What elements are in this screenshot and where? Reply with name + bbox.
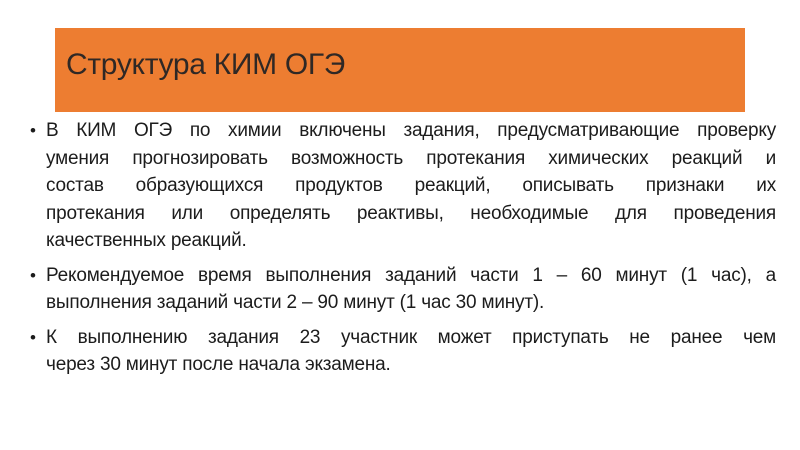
- bullet-line: протекания или определять реактивы, необходимые для проведения: [46, 202, 776, 224]
- bullet-text: [46, 324, 776, 379]
- bullet-line: Рекомендуемое время выполнения заданий части 1 – 60 минут (1 час), а: [46, 264, 776, 286]
- bullet-line: К выполнению задания 23 участник может приступать не ранее чем: [46, 326, 776, 348]
- bullet-marker-icon: •: [30, 327, 36, 347]
- bullet-item: [30, 117, 776, 255]
- bullet-line: состав образующихся продуктов реакций, описывать признаки их: [46, 175, 776, 196]
- bullet-line: В КИМ ОГЭ по химии включены задания, предусматривающие проверку: [46, 120, 776, 141]
- bullet-line: через 30 минут после начала экзамена.: [46, 354, 391, 375]
- bullet-item: [30, 262, 776, 317]
- bullet-item: [30, 324, 776, 379]
- bullet-list: [30, 117, 776, 386]
- bullet-text: [46, 117, 776, 255]
- slide-title: Структура КИМ ОГЭ: [66, 48, 346, 81]
- bullet-text: [46, 262, 776, 317]
- bullet-line: качественных реакций.: [46, 230, 247, 251]
- bullet-marker-icon: •: [30, 265, 36, 285]
- bullet-line: выполнения заданий части 2 – 90 минут (1 час 30 минут).: [46, 292, 545, 313]
- bullet-marker-icon: •: [30, 121, 36, 140]
- bullet-line: умения прогнозировать возможность протекания химических реакций и: [46, 147, 776, 169]
- title-banner: [55, 28, 745, 112]
